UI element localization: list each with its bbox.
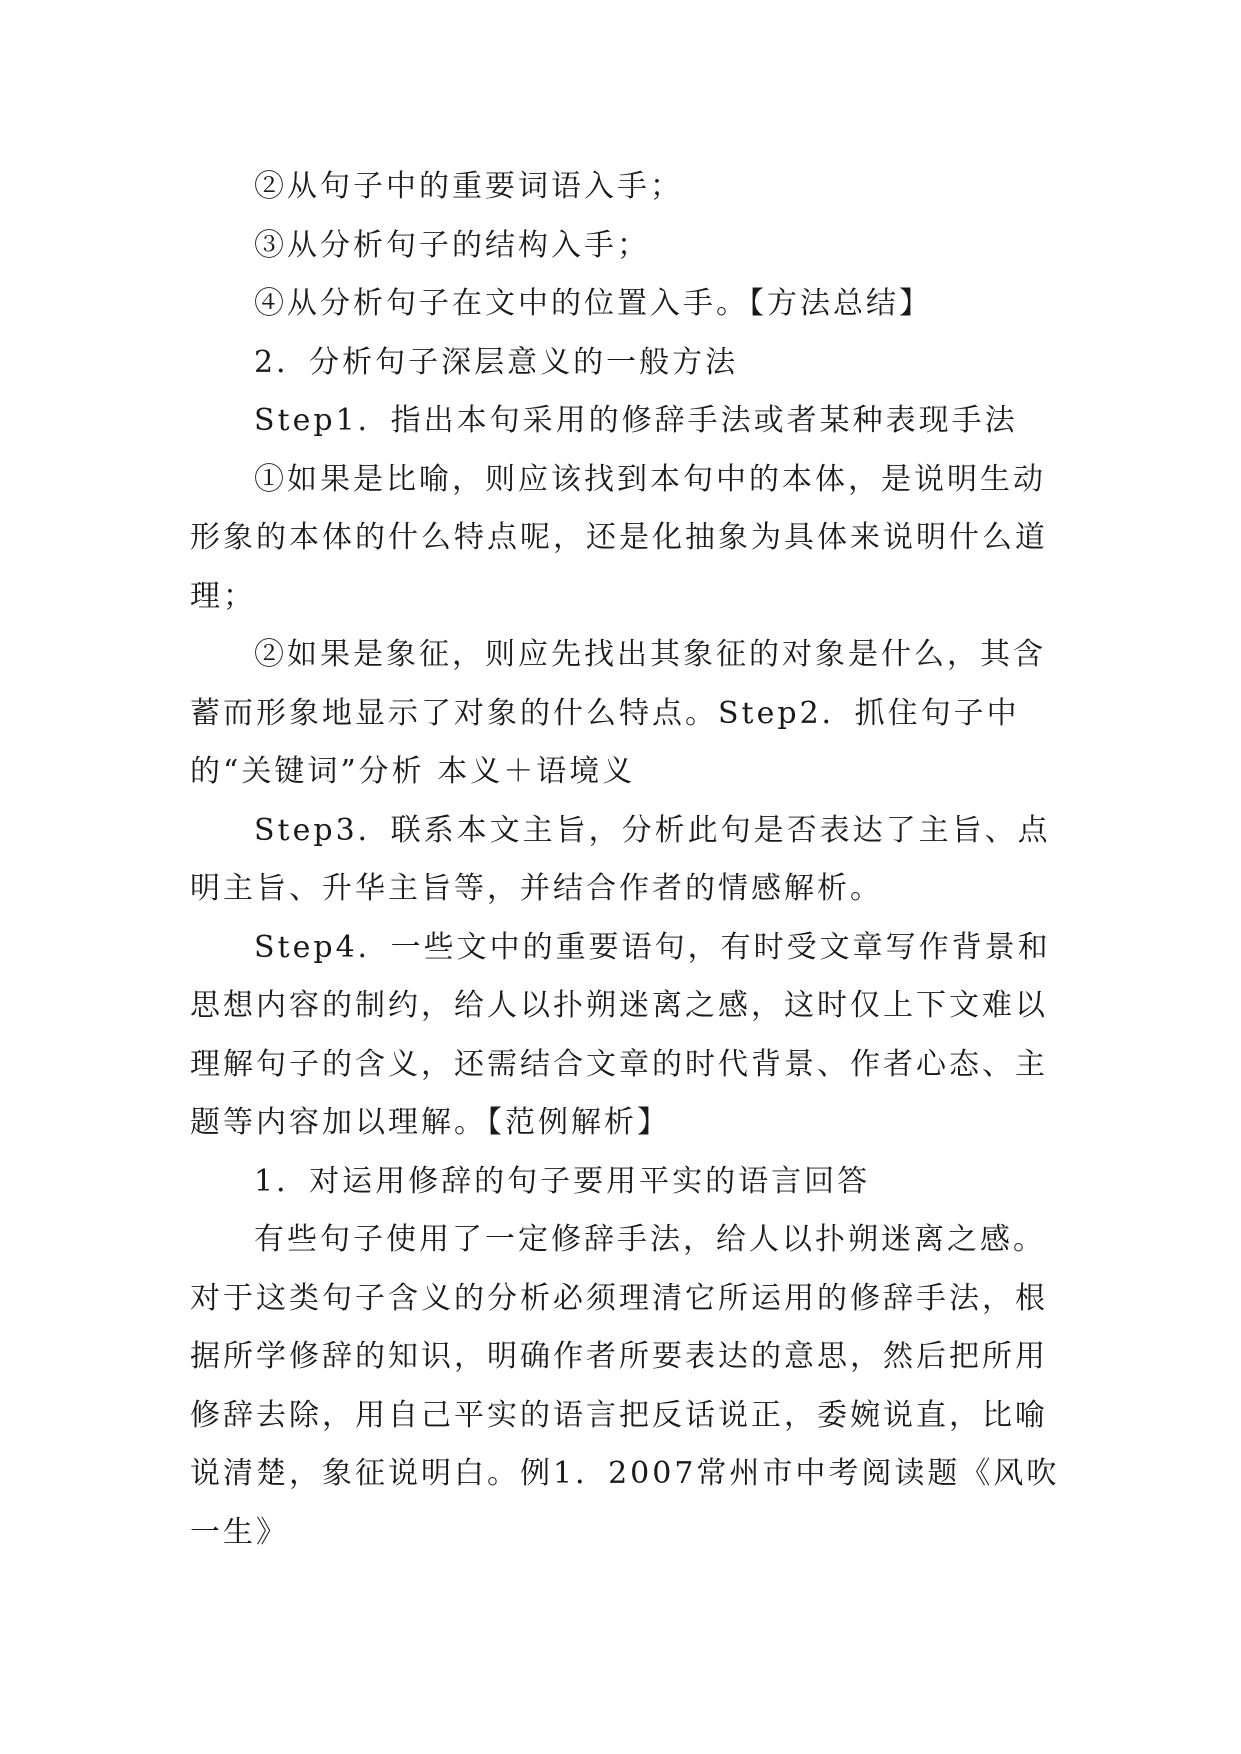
paragraph-step3: Step3．联系本文主旨，分析此句是否表达了主旨、点明主旨、升华主旨等，并结合作者的情感解析。	[190, 812, 1051, 906]
body-text	[190, 158, 1060, 1562]
paragraph-metaphor: ①如果是比喻，则应该找到本句中的本体，是说明生动形象的本体的什么特点呢，还是化抽象为具体来说明什么道理；	[190, 461, 1048, 614]
paragraph-step4: Step4．一些文中的重要语句，有时受文章写作背景和思想内容的制约，给人以扑朔迷离之感，这时仅上下文难以理解句子的含义，还需结合文章的时代背景、作者心态、主题等内容加以理解。【范例解析】	[190, 929, 1051, 1140]
paragraph-method-4: ④从分析句子在文中的位置入手。【方法总结】	[254, 286, 932, 321]
section-heading-1: 1．对运用修辞的句子要用平实的语言回答	[254, 1163, 871, 1199]
section-heading-2: 2．分析句子深层意义的一般方法	[254, 344, 739, 380]
paragraph-rhetoric: 有些句子使用了一定修辞手法，给人以扑朔迷离之感。对于这类句子含义的分析必须理清它所运用的修辞手法，根据所学修辞的知识，明确作者所要表达的意思，然后把所用修辞去除，用自己平实的语言把反话说正，委婉说直，比喻说清楚，象征说明白。例1．2007常州市中考阅读题《风吹一生》	[190, 1222, 1060, 1550]
paragraph-method-3: ③从分析句子的结构入手；	[254, 227, 650, 263]
paragraph-step1: Step1．指出本句采用的修辞手法或者某种表现手法	[254, 403, 1018, 438]
paragraph-method-2: ②从句子中的重要词语入手；	[254, 169, 683, 204]
paragraph-symbol-step2: ②如果是象征，则应先找出其象征的对象是什么，其含蓄而形象地显示了对象的什么特点。Step2．抓住句子中的“关键词”分析 本义＋语境义	[190, 637, 1046, 789]
